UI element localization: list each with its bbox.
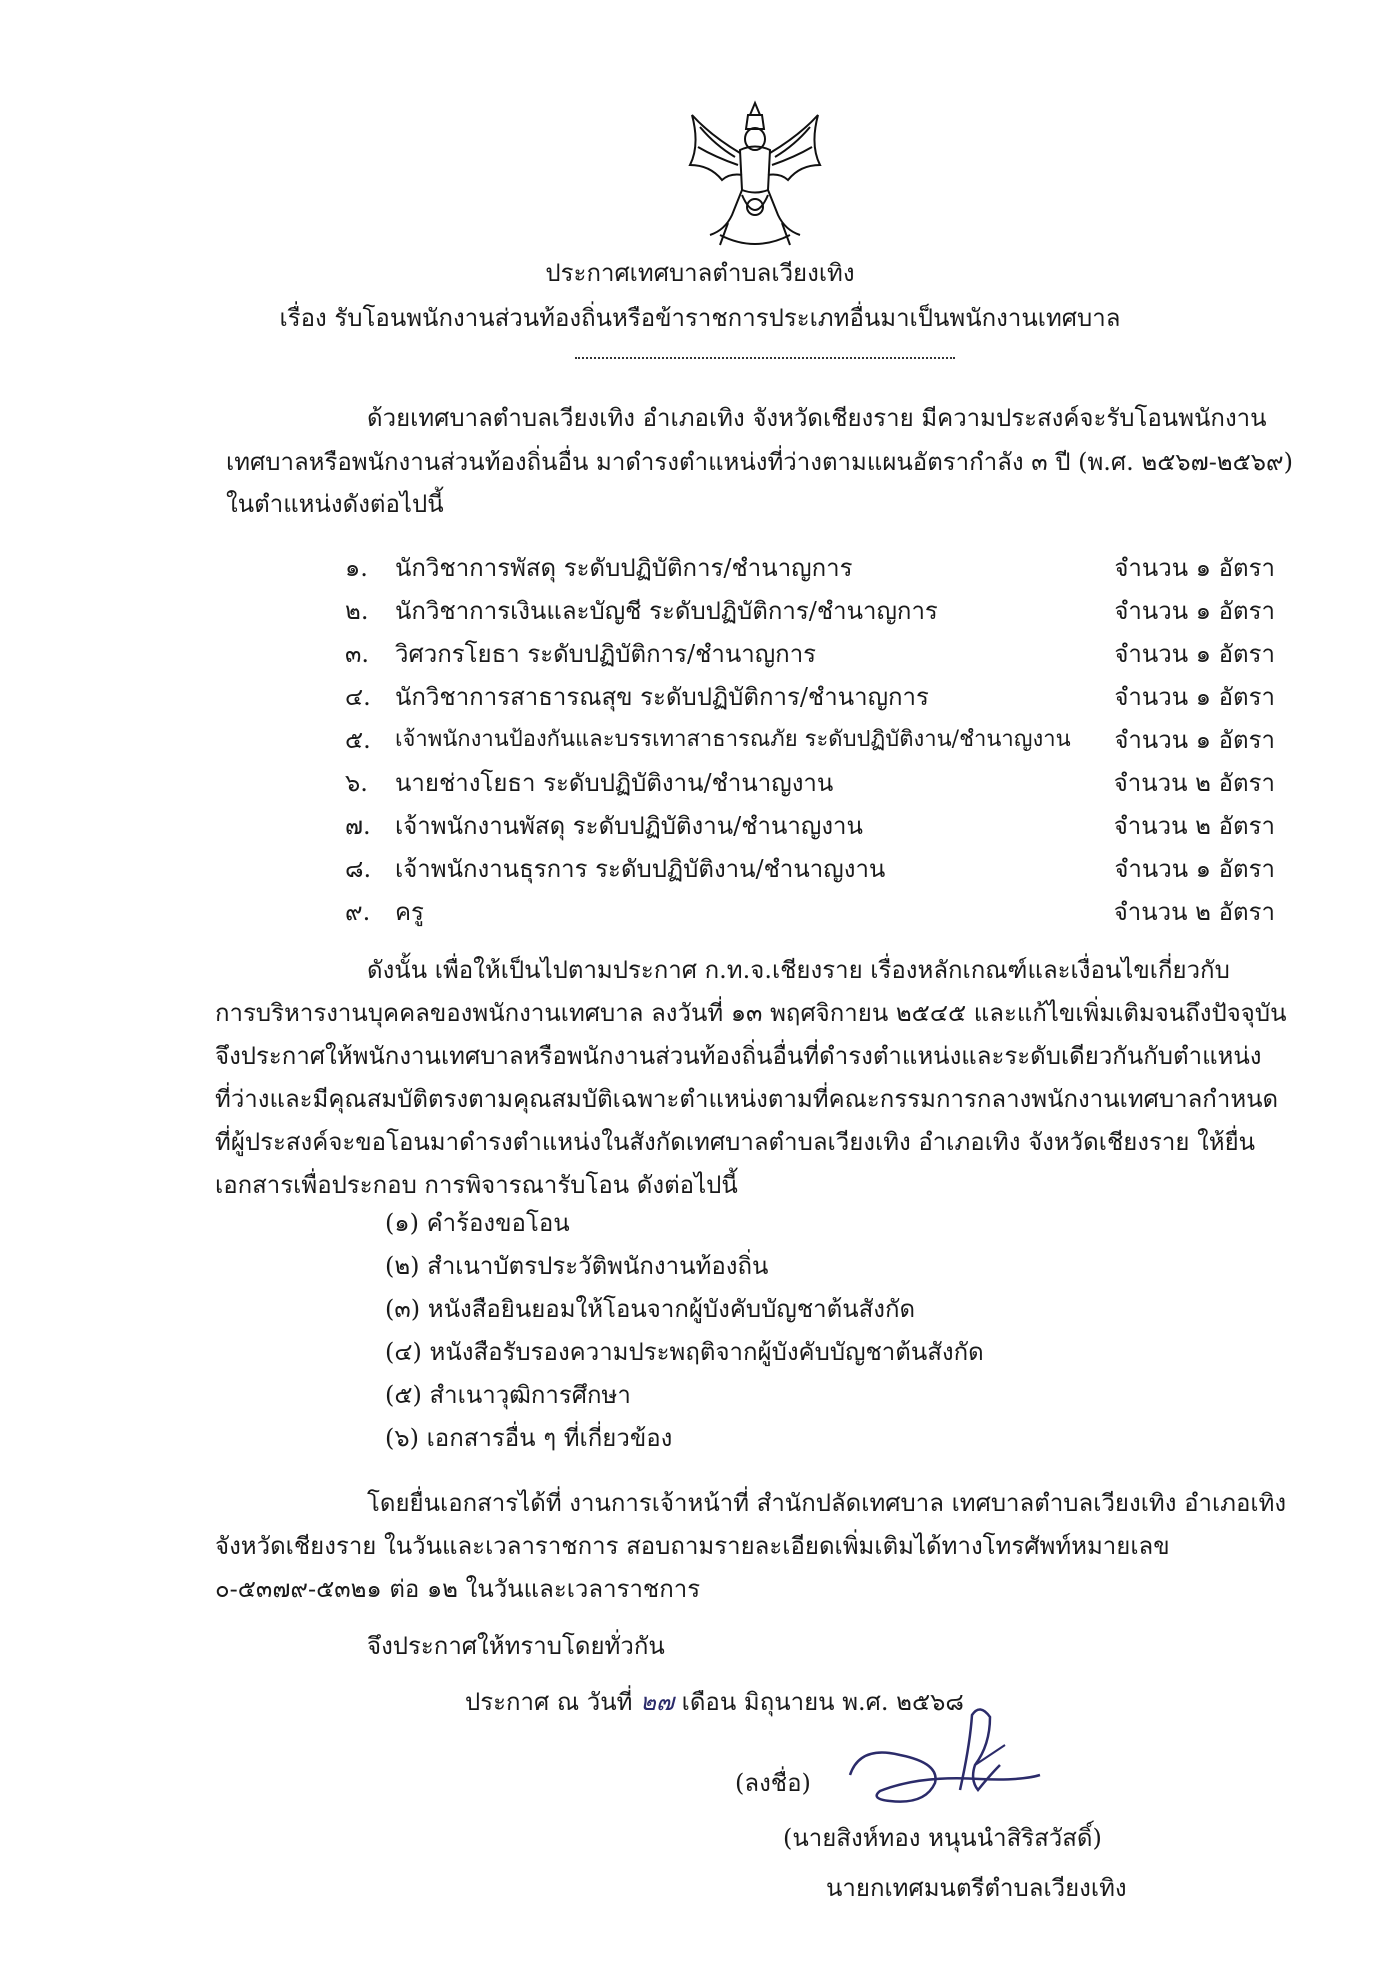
body-line-3: จึงประกาศให้พนักงานเทศบาลหรือพนักงานส่วนท้องถิ่นอื่นที่ดำรงตำแหน่งและระดับเดียวกันกับตำแหน่ง [215,1042,1262,1070]
sign-label: (ลงชื่อ) [735,1769,811,1797]
intro-line-2: เทศบาลหรือพนักงานส่วนท้องถิ่นอื่น มาดำรงตำแหน่งที่ว่างตามแผนอัตรากำลัง ๓ ปี (พ.ศ. ๒๕๖๗-๒๕๖๙) [226,448,1293,476]
intro-line-3: ในตำแหน่งดังต่อไปนี้ [226,490,444,518]
position-number: ๖. [345,769,368,797]
closing-announce: จึงประกาศให้ทราบโดยทั่วกัน [367,1632,665,1660]
position-number: ๗. [345,812,371,840]
position-row [345,765,1275,801]
position-quantity: จำนวน ๒ อัตรา [1113,898,1275,926]
signer-title: นายกเทศมนตรีตำบลเวียงเทิง [826,1874,1127,1902]
document-item: (๓) หนังสือยินยอมให้โอนจากผู้บังคับบัญชาต้นสังกัด [385,1295,916,1323]
date-month: เดือน มิถุนายน พ.ศ. ๒๕๖๘ [681,1688,964,1716]
announcement-subject: เรื่อง รับโอนพนักงานส่วนท้องถิ่นหรือข้าราชการประเภทอื่นมาเป็นพนักงานเทศบาล [279,304,1121,332]
position-quantity: จำนวน ๒ อัตรา [1113,812,1275,840]
contact-line-3: ๐-๕๓๗๙-๕๓๒๑ ต่อ ๑๒ ในวันและเวลาราชการ [215,1575,701,1603]
position-row [345,894,1275,930]
body-line-1: ดังนั้น เพื่อให้เป็นไปตามประกาศ ก.ท.จ.เชียงราย เรื่องหลักเกณฑ์และเงื่อนไขเกี่ยวกับ [367,956,1230,984]
body-line-5: ที่ผู้ประสงค์จะขอโอนมาดำรงตำแหน่งในสังกัดเทศบาลตำบลเวียงเทิง อำเภอเทิง จังหวัดเชียงราย ให้ยื่น [215,1128,1256,1156]
document-item: (๑) คำร้องขอโอน [385,1209,570,1237]
position-row [345,722,1275,758]
position-quantity: จำนวน ๒ อัตรา [1113,769,1275,797]
position-name: เจ้าพนักงานพัสดุ ระดับปฏิบัติงาน/ชำนาญงาน [395,812,863,840]
position-quantity: จำนวน ๑ อัตรา [1114,597,1275,625]
position-name: นักวิชาการเงินและบัญชี ระดับปฏิบัติการ/ชำนาญการ [395,597,938,625]
position-quantity: จำนวน ๑ อัตรา [1114,640,1275,668]
announcement-title: ประกาศเทศบาลตำบลเวียงเทิง [545,259,855,287]
position-number: ๙. [345,898,371,926]
document-item: (๕) สำเนาวุฒิการศึกษา [385,1381,631,1409]
position-name: ครู [395,898,424,926]
position-row [345,851,1275,887]
body-line-4: ที่ว่างและมีคุณสมบัติตรงตามคุณสมบัติเฉพาะตำแหน่งตามที่คณะกรรมการกลางพนักงานเทศบาลกำหนด [215,1085,1279,1113]
intro-line-1: ด้วยเทศบาลตำบลเวียงเทิง อำเภอเทิง จังหวัดเชียงราย มีความประสงค์จะรับโอนพนักงาน [367,404,1267,432]
position-name: นายช่างโยธา ระดับปฏิบัติงาน/ชำนาญงาน [395,769,834,797]
divider [575,357,955,359]
position-row [345,550,1275,586]
garuda-emblem-icon [680,95,830,255]
position-number: ๒. [345,597,369,625]
position-row [345,679,1275,715]
position-number: ๑. [345,554,368,582]
body-line-6: เอกสารเพื่อประกอบ การพิจารณารับโอน ดังต่อไปนี้ [215,1171,738,1199]
position-row [345,808,1275,844]
position-number: ๕. [345,726,371,754]
document-item: (๖) เอกสารอื่น ๆ ที่เกี่ยวข้อง [385,1424,673,1452]
position-number: ๔. [345,683,371,711]
signer-name: (นายสิงห์ทอง หนุนนำสิริสวัสดิ์) [783,1824,1102,1852]
position-name: วิศวกรโยธา ระดับปฏิบัติการ/ชำนาญการ [395,640,817,668]
position-name: เจ้าพนักงานธุรการ ระดับปฏิบัติงาน/ชำนาญงาน [395,855,886,883]
contact-line-2: จังหวัดเชียงราย ในวันและเวลาราชการ สอบถามรายละเอียดเพิ่มเติมได้ทางโทรศัพท์หมายเลข [215,1532,1170,1560]
body-line-2: การบริหารงานบุคคลของพนักงานเทศบาล ลงวันที่ ๑๓ พฤศจิกายน ๒๕๔๕ และแก้ไขเพิ่มเติมจนถึงปัจจุบัน [215,999,1287,1027]
position-quantity: จำนวน ๑ อัตรา [1114,554,1275,582]
position-name: นักวิชาการสาธารณสุข ระดับปฏิบัติการ/ชำนาญการ [395,683,929,711]
position-number: ๓. [345,640,370,668]
date-prefix: ประกาศ ณ วันที่ [465,1688,633,1716]
position-row [345,636,1275,672]
position-quantity: จำนวน ๑ อัตรา [1114,855,1275,883]
position-name: นักวิชาการพัสดุ ระดับปฏิบัติการ/ชำนาญการ [395,554,853,582]
position-row [345,593,1275,629]
document-item: (๔) หนังสือรับรองความประพฤติจากผู้บังคับบัญชาต้นสังกัด [385,1338,984,1366]
date-day: ๒๗ [640,1688,674,1716]
position-quantity: จำนวน ๑ อัตรา [1114,726,1275,754]
position-number: ๘. [345,855,372,883]
document-item: (๒) สำเนาบัตรประวัติพนักงานท้องถิ่น [385,1252,769,1280]
contact-line-1: โดยยื่นเอกสารได้ที่ งานการเจ้าหน้าที่ สำนักปลัดเทศบาล เทศบาลตำบลเวียงเทิง อำเภอเทิง [367,1489,1287,1517]
position-quantity: จำนวน ๑ อัตรา [1114,683,1275,711]
handwritten-signature [840,1705,1090,1825]
position-name: เจ้าพนักงานป้องกันและบรรเทาสาธารณภัย ระดับปฏิบัติงาน/ชำนาญงาน [395,727,1071,752]
